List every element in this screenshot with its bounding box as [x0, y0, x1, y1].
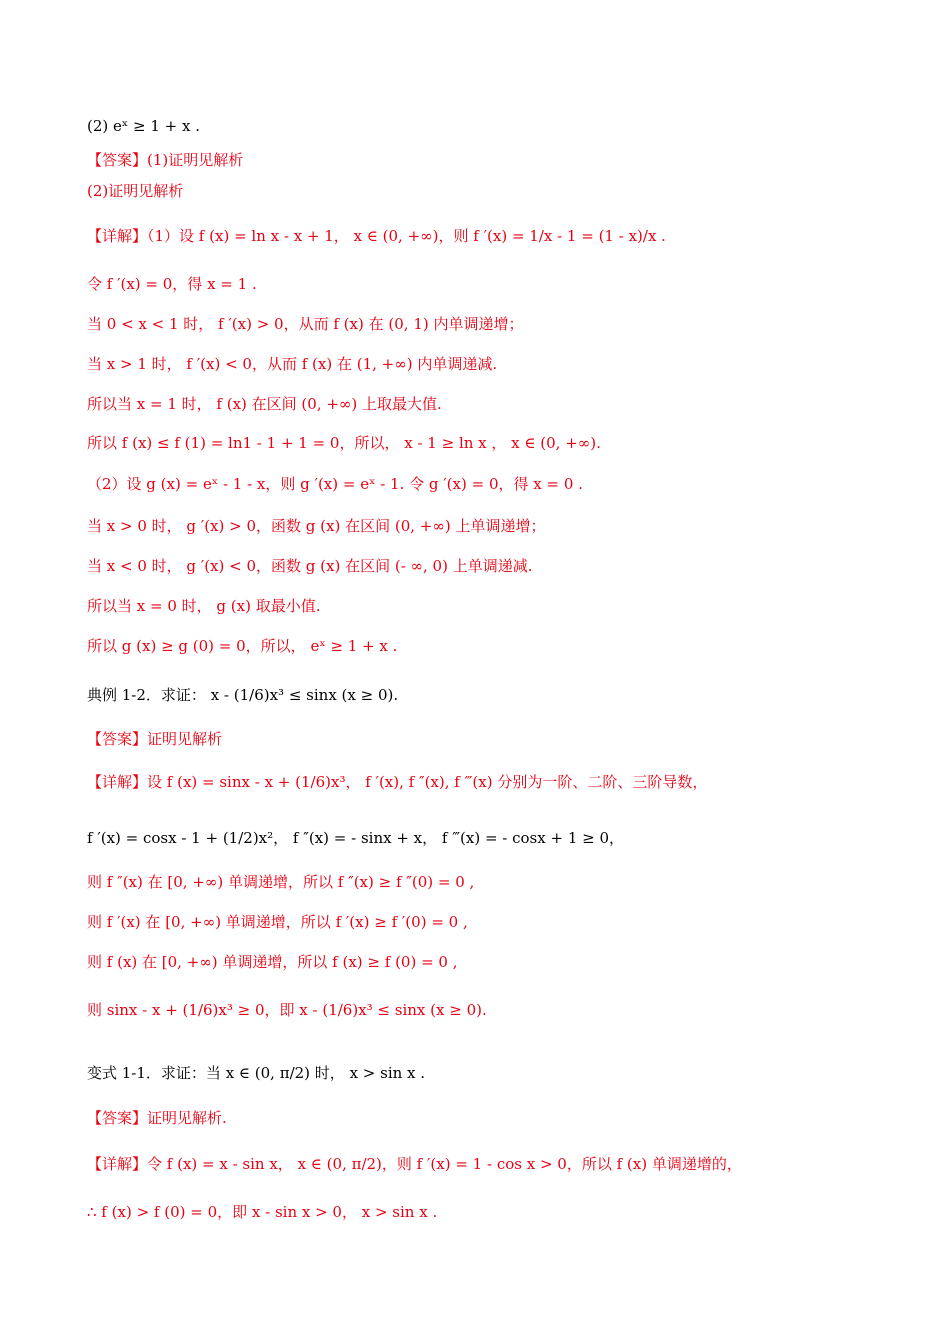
answer-part-2: (2)证明见解析	[87, 182, 184, 200]
example-title: 典例 1-2．求证： x - (1/6)x³ ≤ sinx (x ≥ 0).	[87, 686, 399, 704]
solution-line: 则 f ″(x) 在 [0, +∞) 单调递增，所以 f ″(x) ≥ f ″(0) = 0 ,	[87, 873, 475, 891]
solution-line: 则 f ′(x) 在 [0, +∞) 单调递增，所以 f ′(x) ≥ f ′(0) = 0 ,	[87, 913, 468, 931]
derivatives-line: f ′(x) = cosx - 1 + (1/2)x²， f ″(x) = - sinx + x， f ‴(x) = - cosx + 1 ≥ 0，	[87, 829, 625, 847]
solution-line: 则 sinx - x + (1/6)x³ ≥ 0，即 x - (1/6)x³ ≤ sinx (x ≥ 0).	[87, 1001, 487, 1019]
solution-line: 所以当 x = 0 时， g (x) 取最小值.	[87, 597, 321, 615]
solution-line: 当 0 < x < 1 时， f ′(x) > 0，从而 f (x) 在 (0, 1) 内单调递增；	[87, 315, 524, 333]
answer-label: 【答案】证明见解析	[87, 730, 223, 748]
answer-label: 【答案】证明见解析.	[87, 1109, 227, 1127]
solution-line: （2）设 g (x) = eˣ - 1 - x，则 g ′(x) = eˣ - 1. 令 g ′(x) = 0，得 x = 0 .	[87, 475, 583, 493]
solution-line: 【详解】令 f (x) = x - sin x， x ∈ (0, π/2)，则 f ′(x) = 1 - cos x > 0，所以 f (x) 单调递增的，	[87, 1155, 742, 1173]
solution-line: 【详解】设 f (x) = sinx - x + (1/6)x³， f ′(x), f ″(x), f ‴(x) 分别为一阶、二阶、三阶导数，	[87, 773, 708, 791]
solution-line: 【详解】（1）设 f (x) = ln x - x + 1， x ∈ (0, +∞)，则 f ′(x) = 1/x - 1 = (1 - x)/x .	[87, 227, 666, 245]
solution-line: 当 x < 0 时， g ′(x) < 0，函数 g (x) 在区间 (- ∞, 0) 上单调递减.	[87, 557, 533, 575]
solution-line: 所以当 x = 1 时， f (x) 在区间 (0, +∞) 上取最大值.	[87, 395, 442, 413]
solution-line: 则 f (x) 在 [0, +∞) 单调递增，所以 f (x) ≥ f (0) = 0 ,	[87, 953, 458, 971]
solution-line: 当 x > 1 时， f ′(x) < 0，从而 f (x) 在 (1, +∞) 内单调递减.	[87, 355, 498, 373]
solution-line: 所以 g (x) ≥ g (0) = 0，所以， eˣ ≥ 1 + x .	[87, 637, 398, 655]
solution-line: ∴ f (x) > f (0) = 0，即 x - sin x > 0， x > sin x .	[87, 1203, 438, 1221]
variant-title: 变式 1-1．求证：当 x ∈ (0, π/2) 时， x > sin x .	[87, 1064, 426, 1082]
answer-label: 【答案】(1)证明见解析	[87, 151, 244, 169]
solution-line: 所以 f (x) ≤ f (1) = ln1 - 1 + 1 = 0，所以， x - 1 ≥ ln x ， x ∈ (0, +∞).	[87, 434, 601, 452]
problem-part-2: (2) eˣ ≥ 1 + x .	[87, 117, 200, 135]
solution-line: 当 x > 0 时， g ′(x) > 0，函数 g (x) 在区间 (0, +∞) 上单调递增；	[87, 517, 546, 535]
solution-line: 令 f ′(x) = 0，得 x = 1 .	[87, 275, 257, 293]
